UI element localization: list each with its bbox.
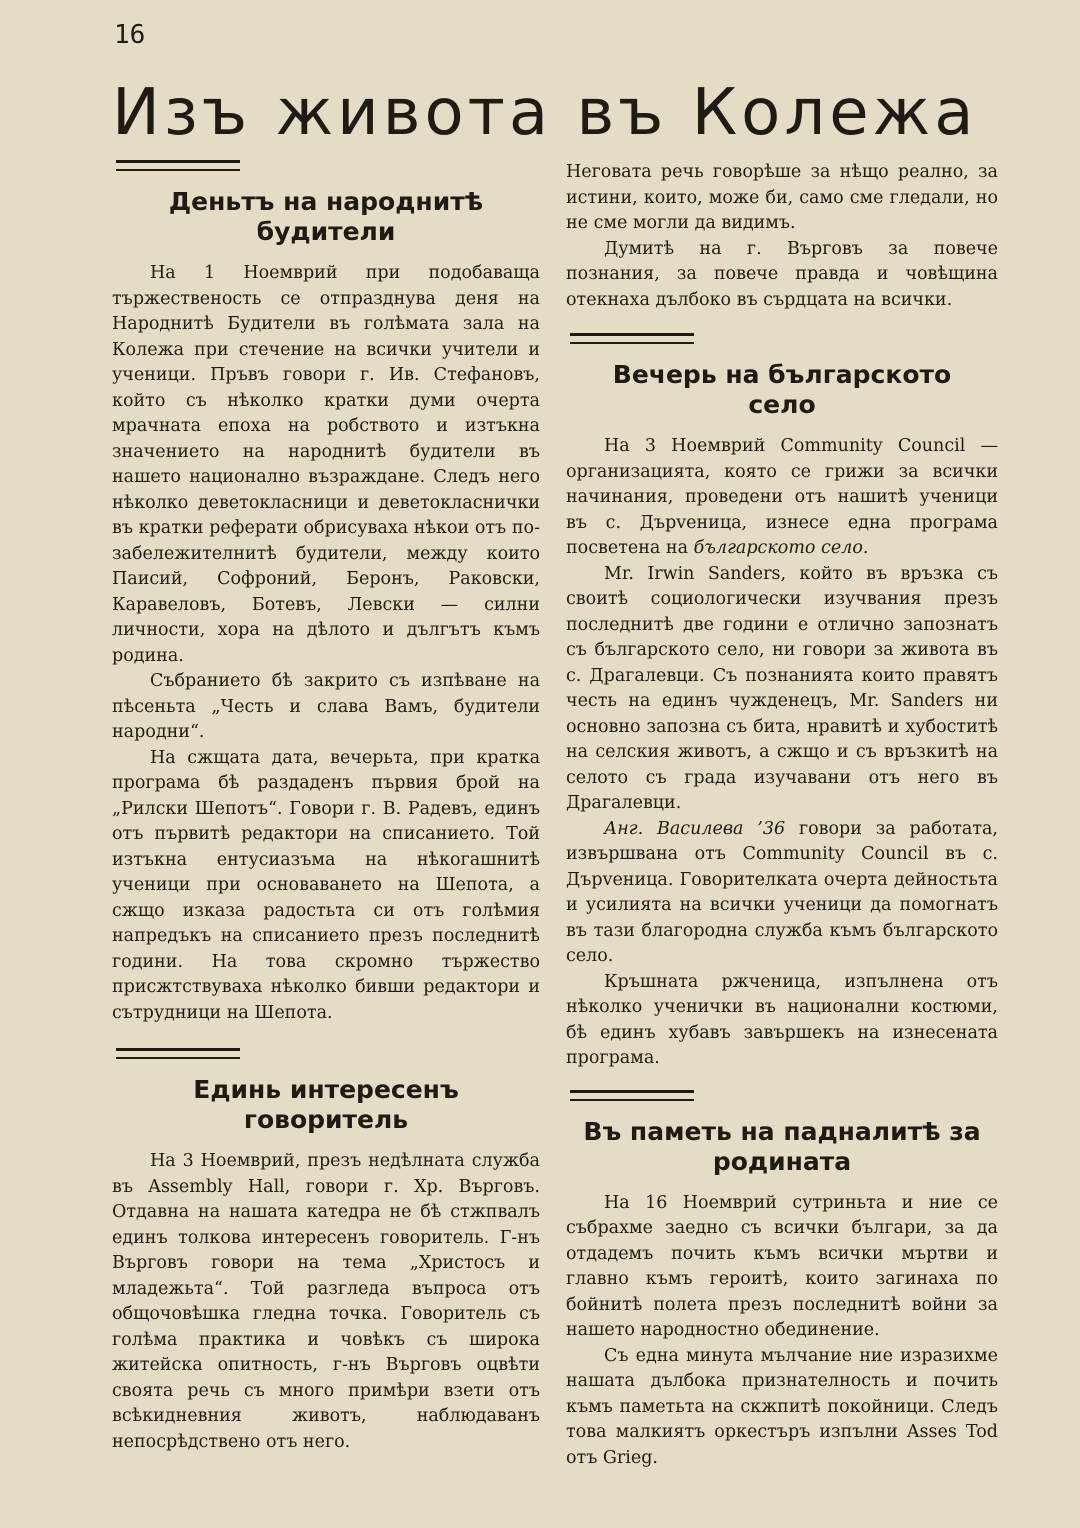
title-line: Единь интересенъ	[193, 1075, 459, 1104]
title-line: говоритель	[243, 1105, 409, 1134]
paragraph: На сжщата дата, вечерьта, при кратка програма бѣ раздаденъ първия брой на „Рилски Шепотъ“. Говори г. В. Радевъ, единъ отъ първитѣ редактори на списанието. Той изтъкна ентусиазъма на нѣкогашнитѣ ученици при основаването на Шепота, а сжщо изказа радостьта си отъ голѣмия напредъкъ на списанието презъ последнитѣ години. На това скромно тържество присжтствуваха нѣколко бивши редактори и сътрудници на Шепота.	[112, 747, 540, 1023]
title-line: родината	[712, 1146, 852, 1176]
title-line: Деньтъ на народнитѣ	[168, 187, 484, 216]
title-line: будители	[256, 217, 396, 246]
paragraph: Кръшната ржченица, изпълнена отъ нѣколко ученички въ национални костюми, бѣ единъ хубавъ завършекъ на изнесената програма.	[566, 971, 998, 1068]
paragraph: Неговата речь говорѣше за нѣщо реално, за истини, които, може би, само сме гледали, но не сме могли да видимъ.	[566, 162, 998, 233]
paragraph: На 1 Ноемврий при подобаваща тържественость се отпразднува деня на Народнитѣ Будители въ голѣмата зала на Колежа при стечение на всички учители и ученици. Пръвъ говори г. Ив. Стефановъ, който съ нѣколко кратки думи очерта мрачната епоха на робството и изтъкна значението на народнитѣ будители въ нашето национално възраждане. Следъ него нѣколко деветокласници и деветокласнички въ кратки реферати обрисуваха нѣкои отъ по-забележителнитѣ будители, между които Паисий, Софроний, Беронъ, Раковски, Каравеловъ, Ботевъ, Левски — силни личности, хора на дѣлото и дългътъ къмъ родина.	[112, 263, 540, 666]
paragraph	[566, 817, 998, 970]
left-column	[112, 150, 540, 1455]
article-title-speaker	[112, 1075, 540, 1135]
paragraph: Думитѣ на г. Върговъ за повече познания, за повече правда и човѣщина отекнаха дълбоко въ сърдцата на всички.	[566, 238, 998, 310]
paragraph: Събранието бѣ закрито съ изпѣване на пѣсеньта „Честь и слава Вамъ, будители народни“.	[112, 671, 540, 742]
paragraph: Mr. Irwin Sanders, който въ връзка съ своитѣ социологически изучвания презъ последнитѣ две години е отлично запознатъ съ българското село, ни говори за живота въ с. Драгалевци. Съ познанията които правятъ честь на единъ чужденецъ, Mr. Sanders ни основно запозна съ бита, нравитѣ и хубоститѣ на селския животъ, а сжщо и съ връзкитѣ на селото съ града изучавани отъ него въ Драгалевци.	[566, 563, 998, 813]
article-title-village	[566, 360, 998, 420]
paragraph: На 16 Ноемврий сутриньта и ние се събрахме заедно съ всички българи, за да отдадемъ почить къмъ всички мъртви и главно къмъ героитѣ, които загинаха по бойнитѣ полета презъ последнитѣ войни за нашето народностно обединение.	[566, 1192, 998, 1340]
section-divider	[570, 333, 694, 344]
section-divider	[116, 1048, 240, 1059]
paragraph	[566, 434, 998, 562]
paragraph: На 3 Ноемврий, презъ недѣлната служба въ Assembly Hall, говори г. Хр. Върговъ. Отдавна на нашата катедра не бѣ стжпвалъ единъ толкова интересенъ говоритель. Г-нъ Върговъ говори на тема „Христосъ и младежьта“. Той разгледа въпроса отъ общочовѣшка гледна точка. Говоритель съ голѣма практика и човѣкъ съ широка житейска опитность, г-нъ Върговъ оцвѣти своята речь съ много примѣри взети отъ всѣкидневния животъ, наблюдаванъ непосрѣдствено отъ него.	[112, 1151, 540, 1452]
paragraph-text: На 3 Ноемврий Community Council — организацията, която се грижи за всички начинания, проведени отъ нашитѣ ученици въ с. Дърveница, изнесе една програма посветена на	[566, 436, 998, 558]
right-column	[566, 160, 998, 1471]
paragraph-text: говори за работата, извършвана отъ Community Council въ с. Дърveница. Говорителката очерта дейностьта и усилията на всички ученици да помогнатъ въ тази благородна служба къмъ българското село.	[566, 818, 998, 966]
section-divider	[116, 160, 240, 171]
page-number: 16	[114, 20, 146, 50]
title-line: Въ паметь на падналитѣ за	[583, 1116, 981, 1146]
italic-author: Анг. Василева ’36	[604, 818, 786, 839]
section-divider	[570, 1090, 694, 1101]
masthead-title: Изъ живота въ Колежа	[112, 76, 978, 150]
article-title-budители	[112, 187, 540, 247]
article-title-memory	[566, 1117, 998, 1177]
paragraph: Съ една минута мълчание ние изразихме нашата дълбока признателность и почить къмъ паметьта на скжпитѣ покойници. Следъ това малкиятъ оркестъръ изпълни Asses Tod отъ Grieg.	[566, 1345, 998, 1468]
italic-text: българското село.	[693, 538, 869, 558]
title-line: село	[748, 390, 816, 419]
title-line: Вечерь на българското	[612, 360, 952, 389]
